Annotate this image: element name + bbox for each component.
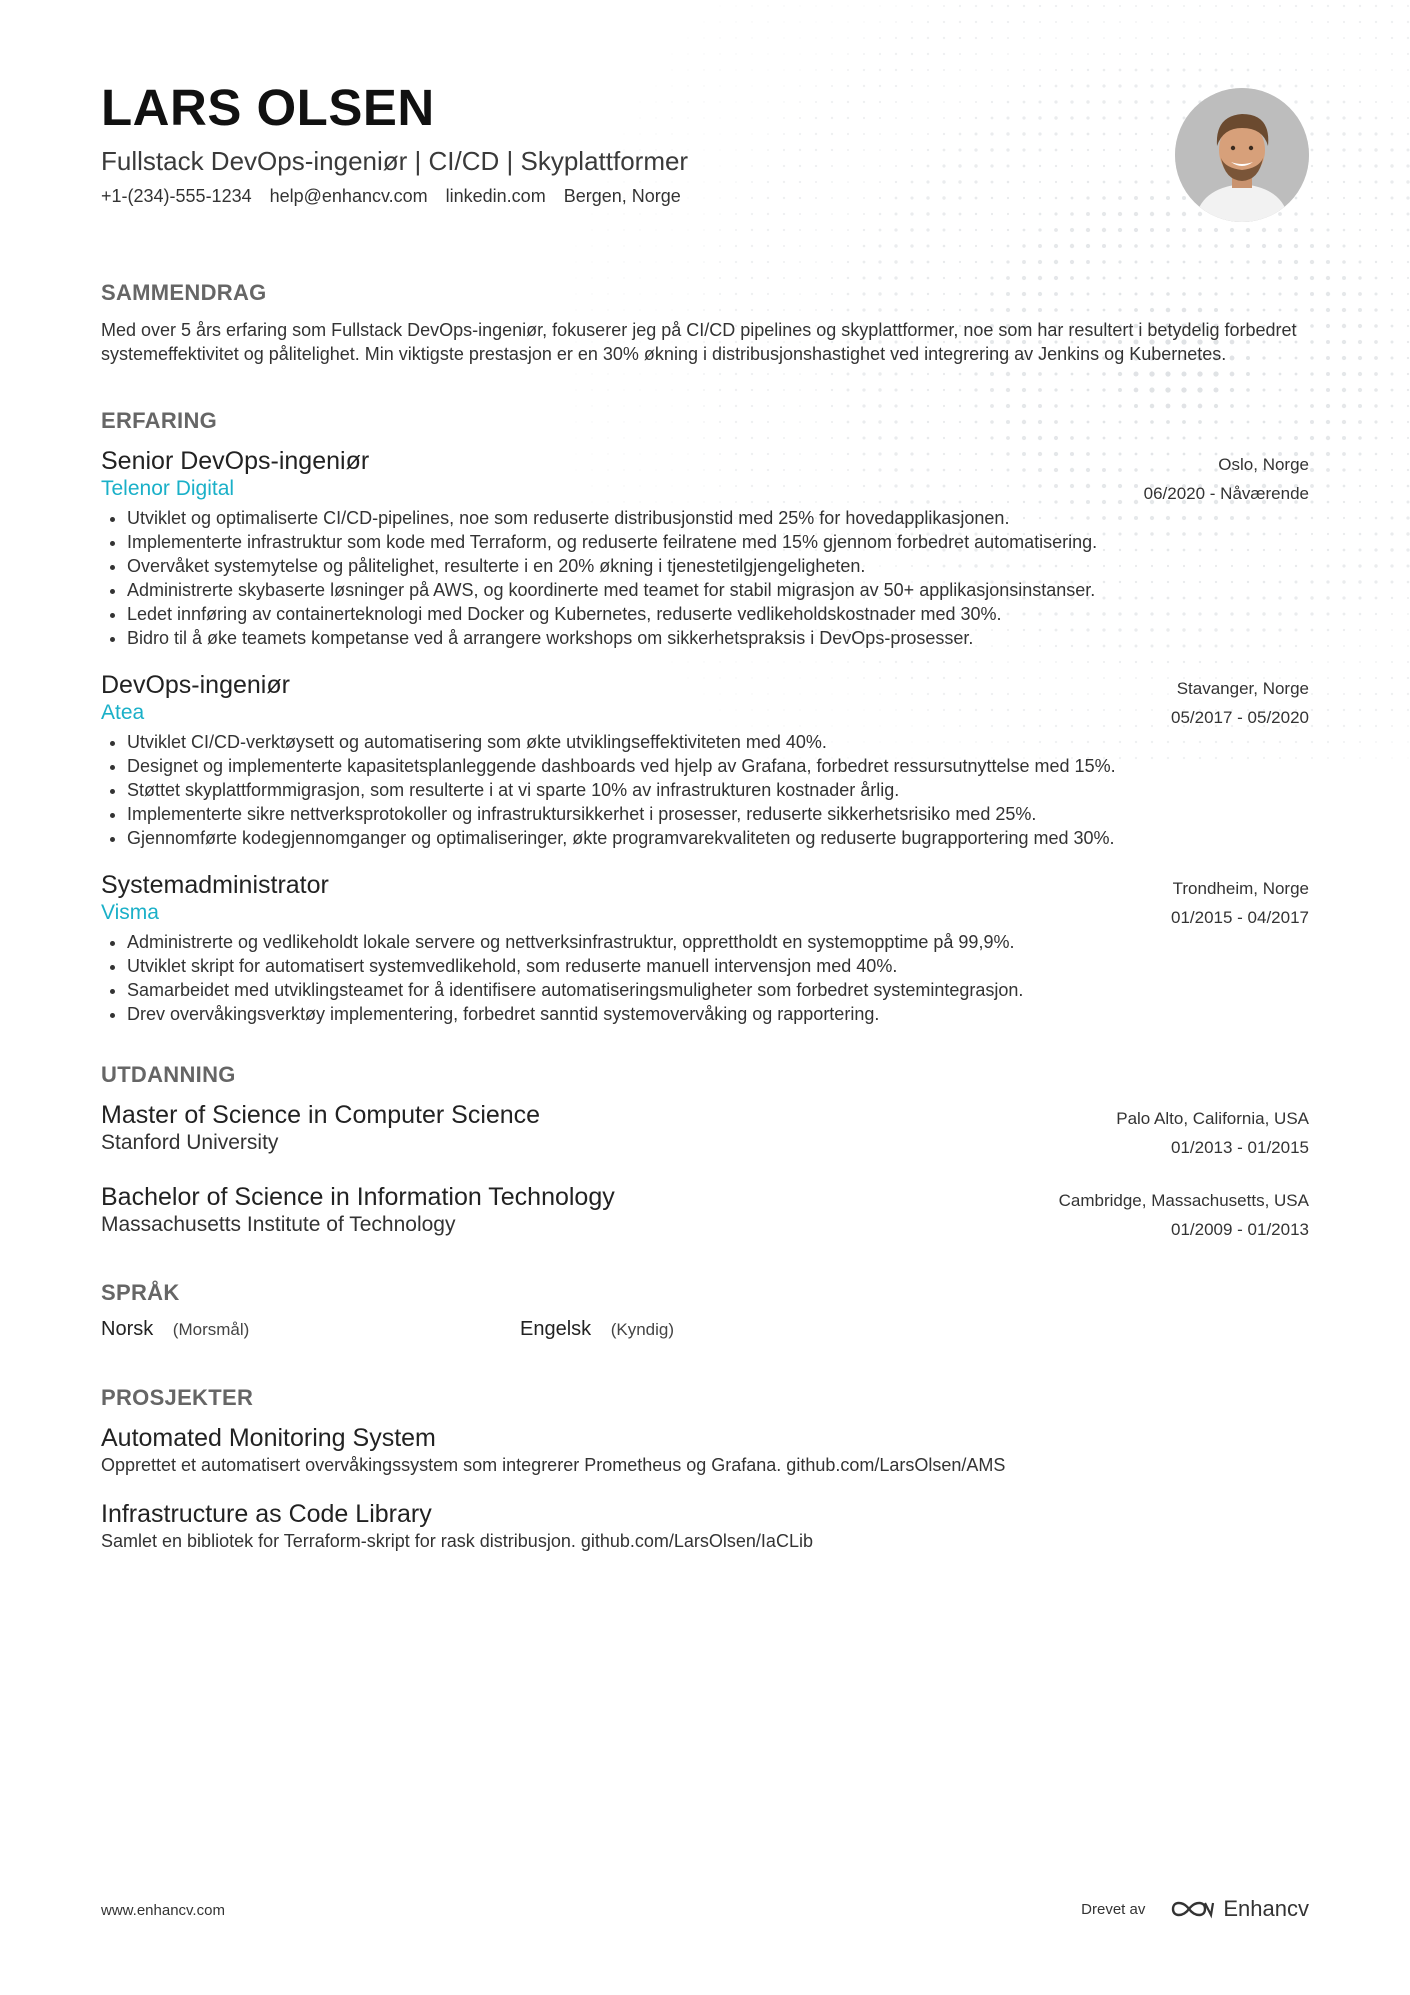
education-degree: Bachelor of Science in Information Technology [101,1183,615,1211]
avatar-portrait-icon [1175,88,1309,222]
education-school: Stanford University [101,1131,279,1154]
candidate-name: LARS OLSEN [101,79,435,136]
section-heading-education: UTDANNING [101,1062,236,1087]
project-entry [101,1499,1309,1553]
contact-info [101,186,1309,207]
candidate-title: Fullstack DevOps-ingeniør | CI/CD | Skyplattformer [101,146,689,176]
job-meta [1171,874,1309,932]
footer-brand [1081,1896,1309,1922]
list-item: • Implementerte sikre nettverksprotokoller og infrastruktursikkerhet i prosesser, reduserte sikkerhetsrisiko med 25%. [127,802,1309,826]
page-footer [101,1896,1309,1926]
section-heading-summary: SAMMENDRAG [101,280,267,305]
contact-email[interactable]: help@enhancv.com [269,185,428,206]
job-location: Trondheim, Norge [1172,879,1309,898]
language-item [520,1318,939,1341]
list-item: • Overvåket systemytelse og pålitelighet, resulterte i en 20% økning i tjenestetilgjengeligheten. [127,554,1309,578]
list-item: • Implementerte infrastruktur som kode med Terraform, og reduserte feilratene med 15% gjennom forbedret automatisering. [127,530,1309,554]
education-degree: Master of Science in Computer Science [101,1101,541,1129]
education-location: Palo Alto, California, USA [1116,1109,1309,1128]
job-role: DevOps-ingeniør [101,671,290,699]
list-item: • Gjennomførte kodegjennomganger og optimaliseringer, økte programvarekvaliteten og reduserte bugrapportering med 30%. [127,826,1309,850]
education-section [101,1062,1309,1238]
resume-header [101,0,1309,242]
job-bullets [101,930,1309,1026]
contact-location: Bergen, Norge [563,185,681,206]
education-meta [1116,1104,1309,1162]
experience-section [101,408,1309,1026]
list-item: • Støttet skyplattformmigrasjon, som resulterte i at vi sparte 10% av infrastrukturen kostnader årlig. [127,778,1309,802]
list-item: • Utviklet og optimaliserte CI/CD-pipelines, noe som reduserte distribusjonstid med 25% for hovedapplikasjonen. [127,506,1309,530]
job-company: Atea [101,701,145,724]
job-meta [1144,450,1309,508]
brand-logo[interactable] [1169,1896,1309,1922]
job-meta [1171,674,1309,732]
summary-text: Med over 5 års erfaring som Fullstack DevOps-ingeniør, fokuserer jeg på CI/CD pipelines og skyplattformer, noe som har resultert i betydelig forbedret systemeffektivitet og pålitelighet. Min viktigste prestasjon er en 30% økning i distribusjonshastighet ved integrering av Jenkins og Kubernetes. [101,320,1297,364]
job-bullets [101,730,1309,850]
footer-website[interactable]: www.enhancv.com [101,1902,225,1919]
project-title: Automated Monitoring System [101,1424,436,1452]
list-item: • Utviklet skript for automatisert systemvedlikehold, som reduserte manuell intervensjon med 40%. [127,954,1309,978]
brand-name: Enhancv [1223,1896,1309,1921]
list-item: • Samarbeidet med utviklingsteamet for å identifisere automatiseringsmuligheter som forbedret systemintegrasjon. [127,978,1309,1002]
project-entry [101,1423,1309,1477]
education-location: Cambridge, Massachusetts, USA [1058,1191,1309,1210]
education-meta [1059,1186,1309,1244]
project-description: Opprettet et automatisert overvåkingssystem som integrerer Prometheus og Grafana. github.com/LarsOlsen/AMS [101,1455,1006,1475]
list-item: • Administrerte skybaserte løsninger på AWS, og koordinerte med teamet for stabil migrasjon av 50+ applikasjonsinstanser. [127,578,1309,602]
enhancv-logo-icon [1169,1897,1215,1921]
list-item: • Ledet innføring av containerteknologi med Docker og Kubernetes, reduserte vedlikeholdskostnader med 30%. [127,602,1309,626]
list-item: • Utviklet CI/CD-verktøysett og automatisering som økte utviklingseffektiviteten med 40%. [127,730,1309,754]
language-name: Norsk [101,1318,154,1340]
section-heading-languages: SPRÅK [101,1280,180,1305]
job-dates: 01/2015 - 04/2017 [1170,908,1309,927]
experience-entry [101,446,1309,650]
list-item: • Bidro til å øke teamets kompetanse ved å arrangere workshops om sikkerhetspraksis i DevOps-prosesser. [127,626,1309,650]
list-item: • Administrerte og vedlikeholdt lokale servere og nettverksinfrastruktur, opprettholdt en systemopptime på 99,9%. [127,930,1309,954]
section-heading-experience: ERFARING [101,408,218,433]
avatar [1175,88,1309,222]
project-title: Infrastructure as Code Library [101,1500,432,1528]
contact-linkedin[interactable]: linkedin.com [445,185,546,206]
job-dates: 06/2020 - Nåværende [1143,484,1309,503]
list-item: • Drev overvåkingsverktøy implementering, forbedret sanntid systemovervåking og rapportering. [127,1002,1309,1026]
summary-section [101,280,1309,366]
job-bullets [101,506,1309,650]
experience-entry [101,870,1309,1026]
contact-phone[interactable]: +1-(234)-555-1234 [101,185,252,206]
job-location: Stavanger, Norge [1176,679,1309,698]
project-description: Samlet en bibliotek for Terraform-skript for rask distribusjon. github.com/LarsOlsen/IaCLib [101,1531,813,1551]
language-item [101,1318,520,1341]
projects-section [101,1385,1309,1553]
language-name: Engelsk [520,1318,592,1340]
job-dates: 05/2017 - 05/2020 [1170,708,1309,727]
language-level: (Kyndig) [610,1320,675,1339]
education-entry [101,1182,1309,1238]
languages-section [101,1280,1309,1341]
job-role: Systemadministrator [101,871,329,899]
job-location: Oslo, Norge [1218,455,1309,474]
experience-entry [101,670,1309,850]
languages-list [101,1318,1309,1341]
list-item: • Designet og implementerte kapasitetsplanleggende dashboards ved hjelp av Grafana, forbedret ressursutnyttelse med 15%. [127,754,1309,778]
education-entry [101,1100,1309,1156]
powered-by-label: Drevet av [1081,1900,1146,1918]
education-dates: 01/2009 - 01/2013 [1170,1220,1309,1239]
education-dates: 01/2013 - 01/2015 [1170,1138,1309,1157]
resume-page [101,0,1309,1575]
job-company: Visma [101,901,159,924]
language-level: (Morsmål) [172,1320,250,1339]
education-school: Massachusetts Institute of Technology [101,1213,456,1236]
job-company: Telenor Digital [101,477,235,500]
section-heading-projects: PROSJEKTER [101,1385,254,1410]
job-role: Senior DevOps-ingeniør [101,447,370,475]
